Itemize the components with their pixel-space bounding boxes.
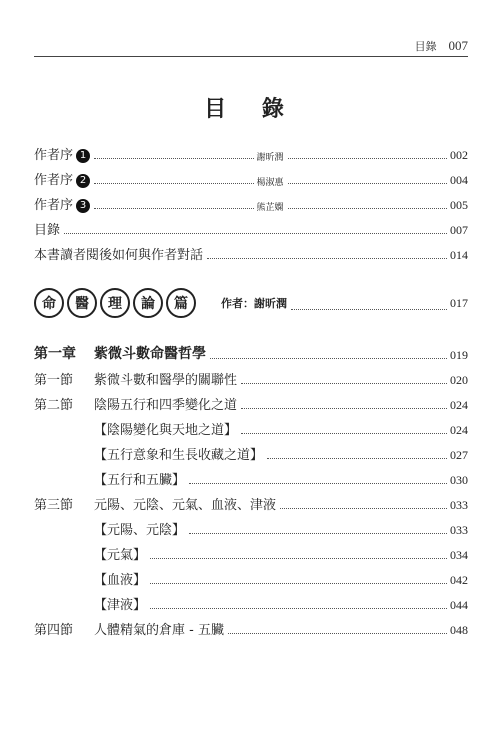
section-title: 人體精氣的倉庫 - 五臟 (94, 623, 224, 638)
leader-dots (288, 158, 447, 159)
entry-page: 005 (450, 198, 468, 212)
subsection-title: 【五行意象和生長收藏之道】 (94, 448, 264, 463)
entry-page: 033 (450, 498, 468, 512)
entry-page: 019 (450, 348, 468, 362)
leader-dots (189, 483, 447, 484)
seal-char: 論 (133, 288, 163, 318)
toc-entry[interactable] (34, 168, 468, 188)
leader-dots (189, 533, 447, 534)
leader-dots (94, 158, 253, 159)
leader-dots (94, 208, 253, 209)
toc-section[interactable] (34, 393, 468, 413)
toc-subsection[interactable] (34, 543, 468, 563)
entry-page: 033 (450, 523, 468, 537)
section-number: 第四節 (34, 623, 74, 638)
entry-page: 027 (450, 448, 468, 462)
chapter-number: 第一章 (34, 346, 76, 362)
subsection-title: 【津液】 (94, 598, 147, 613)
toc-subsection[interactable] (34, 518, 468, 538)
toc-section[interactable] (34, 493, 468, 513)
subsection-title: 【元陽、元陰】 (94, 523, 186, 538)
seal-char: 醫 (67, 288, 97, 318)
entry-page: 014 (450, 248, 468, 262)
circled-number: 2 (76, 174, 90, 188)
section-number: 第二節 (34, 398, 74, 413)
entry-page: 042 (450, 573, 468, 587)
entry-page: 024 (450, 423, 468, 437)
circled-number: 1 (76, 149, 90, 163)
part-banner[interactable] (34, 286, 468, 320)
toc-subsection[interactable] (34, 568, 468, 588)
toc-entry[interactable] (34, 193, 468, 213)
subsection-title: 【血液】 (94, 573, 147, 588)
entry-label: 作者序 (34, 148, 74, 163)
section-title: 紫微斗數和醫學的關聯性 (94, 373, 238, 388)
entry-page: 048 (450, 623, 468, 637)
entry-page: 002 (450, 148, 468, 162)
entry-page: 034 (450, 548, 468, 562)
header-section: 目錄 (414, 40, 437, 53)
section-title: 元陽、元陰、元氣、血液、津液 (94, 498, 277, 513)
entry-page: 044 (450, 598, 468, 612)
entry-label: 目錄 (34, 223, 61, 238)
toc-subsection[interactable] (34, 418, 468, 438)
header-page-number: 007 (448, 38, 468, 53)
leader-dots (291, 297, 447, 310)
subsection-title: 【五行和五臟】 (94, 473, 186, 488)
toc-entry[interactable] (34, 143, 468, 163)
toc-section[interactable] (34, 368, 468, 388)
entry-label: 本書讀者閱後如何與作者對話 (34, 248, 204, 263)
section-title: 陰陽五行和四季變化之道 (94, 398, 238, 413)
entry-label: 作者序 (34, 198, 74, 213)
banner-page: 017 (450, 295, 468, 310)
section-number: 第三節 (34, 498, 74, 513)
leader-dots (267, 458, 447, 459)
entry-author: 謝昕潤 (256, 153, 284, 163)
leader-dots (150, 608, 447, 609)
entry-page: 020 (450, 373, 468, 387)
entry-page: 007 (450, 223, 468, 237)
toc-subsection[interactable] (34, 443, 468, 463)
page-title: 目 錄 (204, 97, 298, 122)
toc-section[interactable] (34, 618, 468, 638)
seal-char: 篇 (166, 288, 196, 318)
seal-char: 理 (100, 288, 130, 318)
subsection-title: 【元氣】 (94, 548, 147, 563)
entry-label: 作者序 (34, 173, 74, 188)
leader-dots (150, 583, 447, 584)
circled-number: 3 (76, 199, 90, 213)
leader-dots (64, 233, 447, 234)
leader-dots (207, 258, 447, 259)
entry-page: 024 (450, 398, 468, 412)
toc-subsection[interactable] (34, 593, 468, 613)
toc-entry[interactable] (34, 243, 468, 263)
toc-subsection[interactable] (34, 468, 468, 488)
leader-dots (228, 633, 447, 634)
running-header (34, 38, 468, 57)
leader-dots (280, 508, 447, 509)
leader-dots (288, 208, 447, 209)
leader-dots (288, 183, 447, 184)
section-number: 第一節 (34, 373, 74, 388)
chapter-title: 紫微斗數命醫哲學 (94, 346, 206, 362)
leader-dots (241, 433, 447, 434)
entry-page: 004 (450, 173, 468, 187)
toc-entry[interactable] (34, 218, 468, 238)
entry-page: 030 (450, 473, 468, 487)
leader-dots (210, 358, 447, 359)
leader-dots (94, 183, 253, 184)
toc-chapter[interactable] (34, 343, 468, 363)
banner-byline: 作者：謝昕潤 (221, 297, 287, 310)
leader-dots (241, 408, 447, 409)
entry-author: 楊淑惠 (256, 178, 284, 188)
leader-dots (241, 383, 447, 384)
leader-dots (150, 558, 447, 559)
subsection-title: 【陰陽變化與天地之道】 (94, 423, 238, 438)
entry-author: 熊芷嫻 (256, 203, 284, 213)
seal-char: 命 (34, 288, 64, 318)
